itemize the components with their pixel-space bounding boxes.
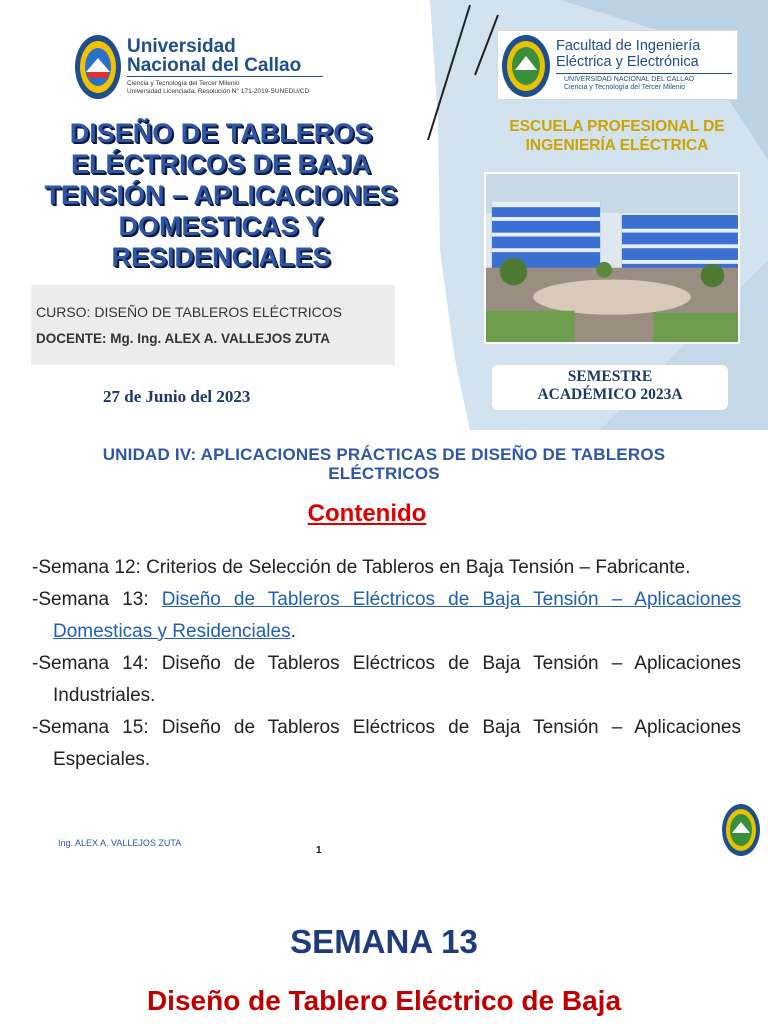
faculty-subtitle: UNIVERSIDAD NACIONAL DEL CALLAO Ciencia y Tecnología del Tercer Milenio: [564, 76, 695, 91]
unit-heading: UNIDAD IV: APLICACIONES PRÁCTICAS DE DISEÑO DE TABLEROS ELÉCTRICOS: [102, 445, 666, 483]
university-tagline: Ciencia y Tecnología del Tercer Milenio Universidad Licenciada, Resolución N° 171-2019-SUNEDU/CD: [127, 80, 310, 95]
list-item: -Semana 12: Criterios de Selección de Tableros en Baja Tensión – Fabricante.: [32, 557, 691, 578]
faculty-seal-icon: [501, 34, 551, 98]
university-divider: [127, 76, 323, 77]
course-info-box: [31, 285, 395, 365]
university-seal-icon: [74, 34, 122, 100]
faculty-name: Facultad de Ingeniería Eléctrica y Electrónica: [556, 38, 701, 70]
slide-2: [0, 905, 768, 1024]
semester-value: ACADÉMICO 2023A: [537, 386, 683, 403]
school-name: ESCUELA PROFESIONAL DE INGENIERÍA ELÉCTRICA: [509, 118, 725, 154]
course-name: CURSO: DISEÑO DE TABLEROS ELÉCTRICOS: [36, 304, 342, 320]
presentation-date: 27 de Junio del 2023: [103, 387, 251, 406]
faculty-logo-box: [497, 30, 738, 100]
semester-box: [492, 365, 728, 410]
presentation-title: DISEÑO DE TABLEROS ELÉCTRICOS DE BAJA TENSIÓN – APLICACIONES DOMESTICAS Y RESIDENCIALES: [44, 118, 398, 272]
campus-photo: [484, 172, 740, 344]
week-13-link[interactable]: Diseño de Tableros Eléctricos de Baja Tensión – Aplicaciones Domesticas y Residenciales: [53, 589, 741, 642]
contents-heading: Contenido: [307, 500, 427, 527]
contents-list: [32, 552, 741, 776]
slide-2-title: SEMANA 13: [290, 923, 478, 960]
teacher-name: DOCENTE: Mg. Ing. ALEX A. VALLEJOS ZUTA: [36, 331, 330, 346]
list-item: -Semana 14: Diseño de Tableros Eléctricos de Baja Tensión – Aplicaciones Industriales.: [32, 653, 741, 706]
university-name: Universidad Nacional del Callao: [127, 36, 302, 76]
footer-author: Ing. ALEX A. VALLEJOS ZUTA: [58, 838, 182, 848]
list-item: -Semana 15: Diseño de Tableros Eléctricos de Baja Tensión – Aplicaciones Especiales.: [32, 717, 741, 770]
semester-label: SEMESTRE: [567, 368, 653, 385]
slide-2-subtitle: Diseño de Tablero Eléctrico de Baja: [146, 985, 622, 1016]
faculty-seal-small-icon: [721, 803, 761, 857]
faculty-divider: [556, 73, 732, 74]
page-number: 1: [316, 845, 322, 856]
list-item: -Semana 13: Diseño de Tableros Eléctricos de Baja Tensión – Aplicaciones Domesticas y Residenciales.: [32, 589, 741, 642]
